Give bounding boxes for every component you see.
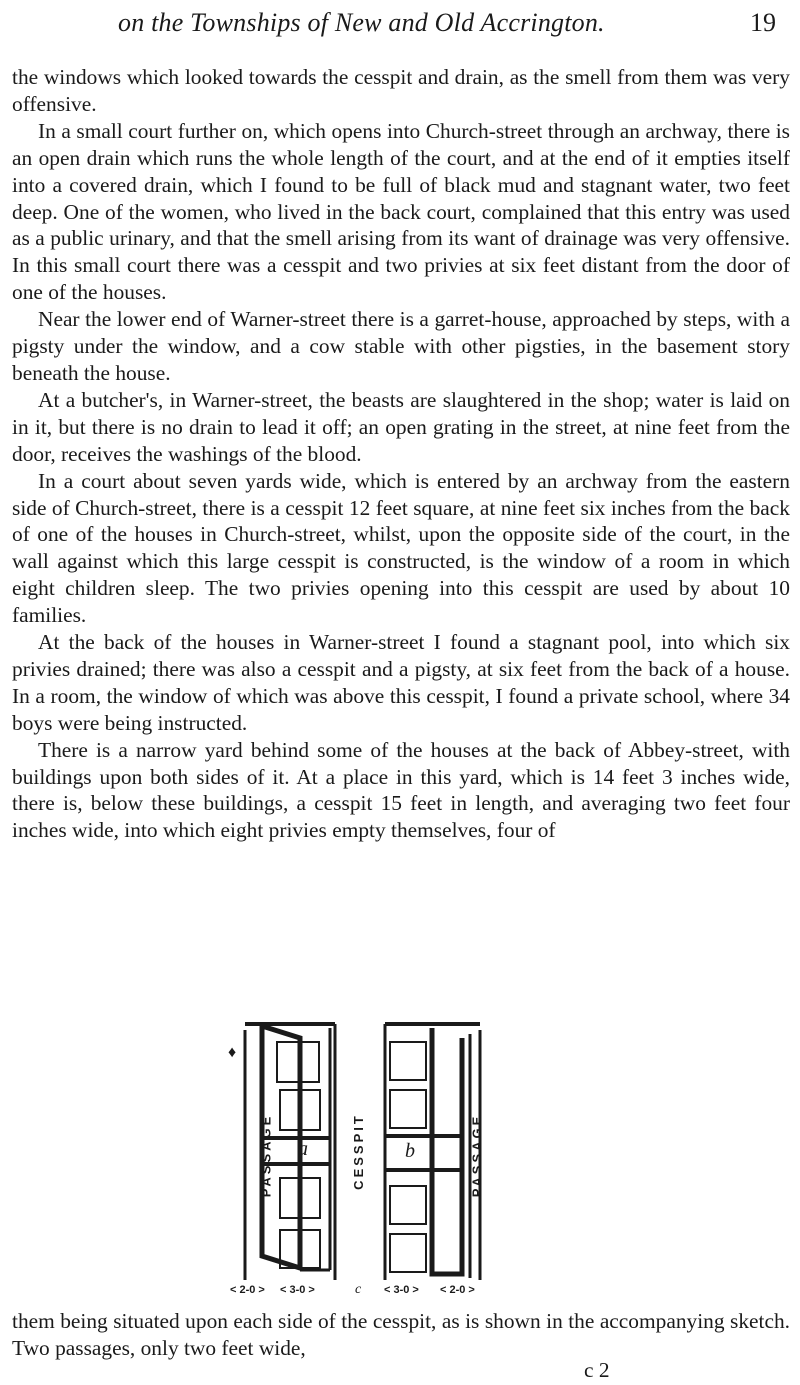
body-text [12, 64, 790, 844]
cesspit-sketch [0, 1018, 800, 1304]
dimension-c: c [355, 1282, 362, 1297]
paragraph: At a butcher's, in Warner-street, the beasts are slaughtered in the shop; water is laid on in it, but there is no drain to lead it off; an open grating in the street, at nine feet from the door, receives the washings of the blood. [12, 387, 790, 466]
dimension-right: < 2-0 > [440, 1284, 475, 1296]
page-header [0, 8, 800, 48]
cesspit-label: CESSPIT [350, 1113, 366, 1190]
page-number: 19 [750, 8, 776, 37]
paragraph: There is a narrow yard behind some of the houses at the back of Abbey-street, with buildings upon both sides of it. At a place in this yard, which is 14 feet 3 inches wide, there is, below these buildings, a cesspit 15 feet in length, and averaging two feet four inches wide, into which eight privies empty themselves, four of [12, 737, 790, 843]
paragraph: In a small court further on, which opens into Church-street through an archway, there is an open drain which runs the whole length of the court, and at the end of it empties itself into a covered drain, which I found to be full of black mud and stagnant water, two feet deep. One of the women, who lived in the back court, complained that this entry was used as a public urinary, and that the smell arising from its want of drainage was very offensive. In this small court there was a cesspit and two privies at six feet distant from the door of one of the houses. [12, 118, 790, 305]
letter-a: a [298, 1138, 308, 1160]
paragraph: the windows which looked towards the cesspit and drain, as the smell from them was very offensive. [12, 65, 790, 116]
letter-b: b [405, 1140, 415, 1162]
paragraph: In a court about seven yards wide, which is entered by an archway from the eastern side of Church-street, there is a cesspit 12 feet square, at nine feet six inches from the back of one of the houses in Church-street, whilst, upon the opposite side of the court, in the wall against which this large cesspit is constructed, is the window of a room in which eight children sleep. The two privies opening into this cesspit are used by about 10 families. [12, 468, 790, 628]
marker-glyph: ♦ [228, 1044, 237, 1061]
right-passage-label: PASSAGE [469, 1113, 485, 1198]
dimension-center-left: < 3-0 > [280, 1284, 315, 1296]
signature-mark: c 2 [584, 1358, 610, 1382]
dimension-left: < 2-0 > [230, 1284, 265, 1296]
right-privy-block [386, 1028, 470, 1278]
left-passage-label: PASSAGE [258, 1113, 274, 1198]
paragraph: At the back of the houses in Warner-street I found a stagnant pool, into which six privies drained; there was also a cesspit and a pigsty, at six feet from the back of a house. In a room, the window of which was above this cesspit, I found a private school, where 34 boys were being instructed. [12, 630, 790, 735]
running-head: on the Townships of New and Old Accrington. [118, 8, 605, 37]
sketch-drawing [0, 1018, 800, 1304]
dimension-center-right: < 3-0 > [384, 1284, 419, 1296]
caption-text: them being situated upon each side of the cesspit, as is shown in the accompanying sketch. Two passages, only two feet wide, [12, 1309, 790, 1360]
paragraph: Near the lower end of Warner-street there is a garret-house, approached by steps, with a pigsty under the window, and a cow stable with other pigsties, in the basement story beneath the house. [12, 307, 790, 385]
